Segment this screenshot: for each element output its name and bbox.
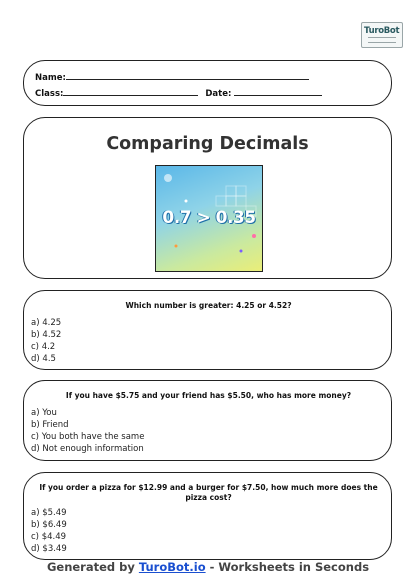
class-date-row — [35, 88, 322, 99]
option-b[interactable]: b) 4.52 — [31, 330, 62, 340]
class-label: Class: — [35, 89, 64, 99]
option-d[interactable]: d) Not enough information — [31, 444, 144, 454]
footer — [0, 560, 416, 574]
answer-options — [31, 317, 61, 365]
option-b[interactable]: b) Friend — [31, 420, 69, 430]
name-row — [35, 72, 309, 83]
answer-options — [31, 407, 144, 455]
question-text: If you order a pizza for $12.99 and a burger for $7.50, how much more does the pizza cost? — [39, 483, 378, 502]
name-field[interactable] — [66, 72, 309, 80]
logo-text: TuroBot — [364, 26, 400, 36]
student-info-card — [23, 60, 392, 106]
decimal-illustration — [155, 165, 263, 272]
logo-decoration — [368, 37, 396, 43]
title-card — [23, 117, 392, 279]
question-card-3 — [23, 472, 392, 560]
option-d[interactable]: d) 4.5 — [31, 354, 56, 364]
turobot-logo — [361, 22, 403, 48]
option-a[interactable]: a) $5.49 — [31, 508, 67, 518]
option-c[interactable]: c) You both have the same — [31, 432, 145, 442]
option-c[interactable]: c) 4.2 — [31, 342, 56, 352]
option-a[interactable]: a) You — [31, 408, 57, 418]
option-c[interactable]: c) $4.49 — [31, 532, 67, 542]
question-card-2 — [23, 380, 392, 461]
question-card-1 — [23, 290, 392, 370]
question-text: Which number is greater: 4.25 or 4.52? — [125, 301, 292, 310]
option-d[interactable]: d) $3.49 — [31, 544, 67, 554]
turobot-link[interactable]: TuroBot.io — [138, 560, 206, 574]
option-b[interactable]: b) $6.49 — [31, 520, 67, 530]
date-field[interactable] — [234, 88, 322, 96]
date-label: Date: — [205, 89, 232, 99]
worksheet-title: Comparing Decimals — [106, 134, 309, 154]
illustration-text: 0.7 > 0.35 — [162, 208, 256, 228]
answer-options — [31, 507, 67, 555]
option-a[interactable]: a) 4.25 — [31, 318, 62, 328]
question-text: If you have $5.75 and your friend has $5.50, who has more money? — [65, 391, 352, 400]
class-field[interactable] — [63, 88, 198, 96]
name-label: Name: — [35, 73, 66, 83]
footer-prefix: Generated by — [46, 560, 139, 574]
footer-suffix: - Worksheets in Seconds — [205, 560, 370, 574]
